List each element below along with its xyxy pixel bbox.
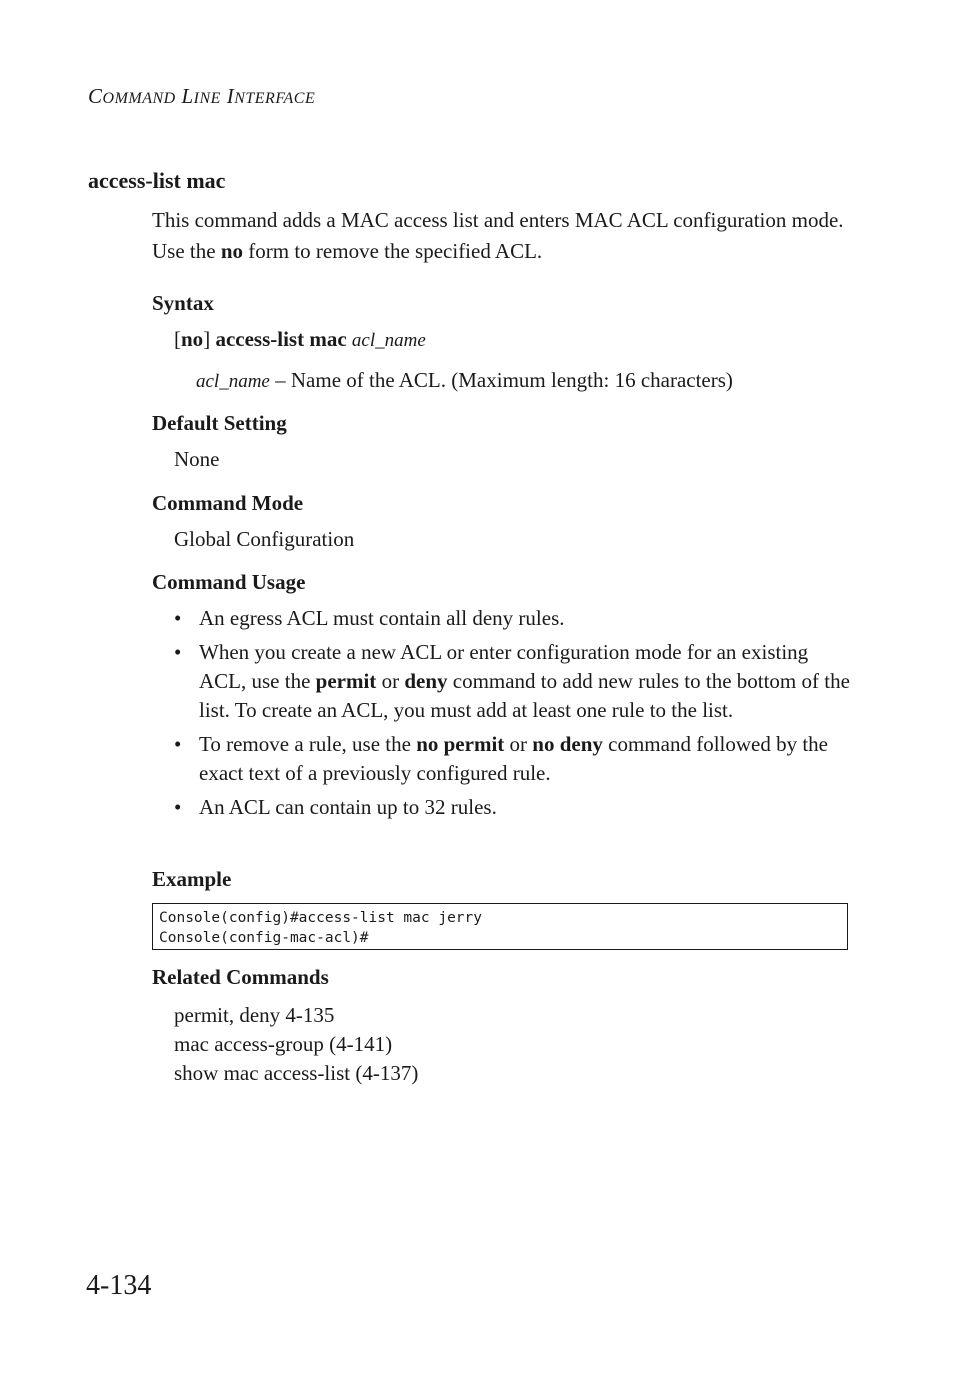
example-code-block	[152, 903, 848, 950]
list-item	[174, 730, 850, 788]
syntax-bracket: [	[174, 327, 181, 351]
list-item-text: or	[504, 732, 533, 756]
running-head-part: OMMAND	[102, 90, 176, 107]
related-commands-list	[174, 1001, 418, 1088]
running-head-part: INE	[193, 90, 221, 107]
default-setting-value: None	[174, 447, 220, 471]
syntax-keyword-no: no	[181, 327, 204, 351]
running-head	[88, 84, 315, 109]
list-item	[174, 638, 850, 725]
syntax-bracket: ]	[203, 327, 216, 351]
running-head-part: NTERFACE	[234, 90, 316, 107]
command-mode-heading: Command Mode	[152, 491, 304, 515]
related-command: show mac access-list (4-137)	[174, 1061, 419, 1085]
list-item-text: or	[376, 669, 405, 693]
list-item-text: To remove a rule, use the	[199, 732, 417, 756]
intro-text: form to remove the specified ACL.	[243, 239, 543, 263]
parameter-name: acl_name	[196, 371, 270, 392]
parameter-description	[196, 368, 733, 393]
command-usage-heading: Command Usage	[152, 570, 306, 594]
list-item-bold: no permit	[416, 732, 505, 756]
code-line: Console(config)#access-list mac jerry	[159, 910, 483, 926]
command-usage-list	[174, 604, 850, 827]
syntax-argument: acl_name	[351, 330, 426, 351]
list-item-bold: no deny	[532, 732, 603, 756]
intro-bold: no	[220, 239, 244, 263]
related-commands-heading: Related Commands	[152, 965, 329, 989]
list-item-text: command to add new rules to the bottom of the list. To create an ACL, you must add at least one rule to the list.	[199, 669, 850, 722]
example-heading: Example	[152, 867, 232, 891]
list-item-bold: deny	[404, 669, 448, 693]
running-head-part: L	[181, 84, 194, 108]
running-head-part: I	[226, 84, 235, 108]
list-item-text: An egress ACL must contain all deny rules.	[199, 606, 565, 630]
related-command: permit, deny 4-135	[174, 1003, 335, 1027]
code-line: Console(config-mac-acl)#	[159, 930, 369, 946]
list-item-text: An ACL can contain up to 32 rules.	[199, 795, 497, 819]
list-item-text: When you create a new ACL or enter configuration mode for an existing ACL, use the	[199, 640, 809, 693]
parameter-text: – Name of the ACL. (Maximum length: 16 characters)	[269, 368, 733, 392]
bullet: •	[174, 640, 182, 664]
list-item	[174, 604, 850, 633]
intro-text: This command adds a MAC access list and enters MAC ACL configuration mode. Use the	[152, 208, 844, 263]
syntax-heading: Syntax	[152, 291, 214, 315]
syntax-command: access-list mac	[215, 327, 347, 351]
list-item-bold: permit	[315, 669, 377, 693]
bullet: •	[174, 732, 182, 756]
intro-paragraph	[152, 205, 852, 267]
page-number: 4-134	[86, 1270, 152, 1301]
list-item-text: command followed by the exact text of a previously configured rule.	[199, 732, 829, 785]
command-title: access-list mac	[88, 168, 226, 193]
command-mode-value: Global Configuration	[174, 527, 355, 551]
default-setting-heading: Default Setting	[152, 411, 287, 435]
related-command: mac access-group (4-141)	[174, 1032, 393, 1056]
list-item	[174, 793, 850, 822]
syntax-line	[174, 327, 426, 352]
bullet: •	[174, 795, 182, 819]
bullet: •	[174, 606, 182, 630]
running-head-part: C	[88, 84, 103, 108]
